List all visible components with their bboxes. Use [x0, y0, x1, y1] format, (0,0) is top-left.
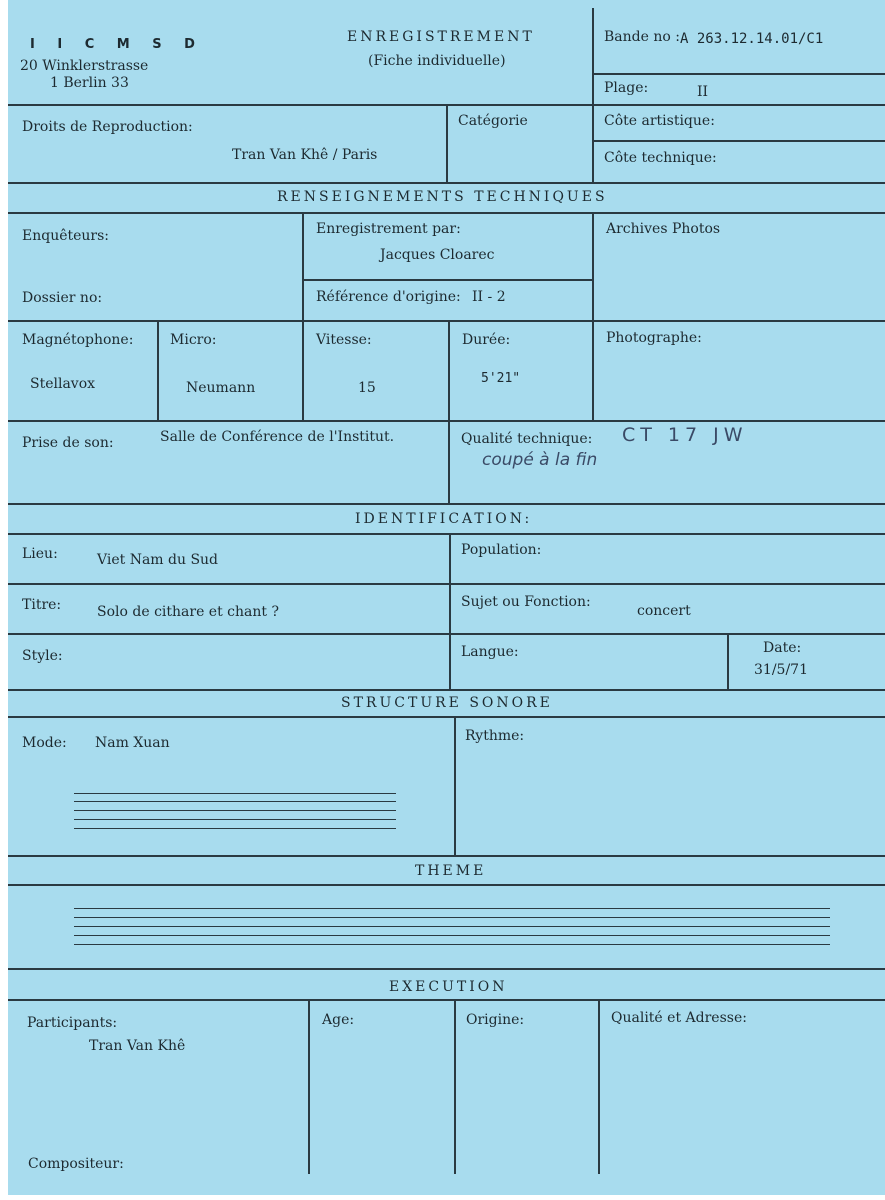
rule	[302, 279, 592, 281]
micro-label: Micro:	[170, 332, 217, 348]
plage-value: II	[697, 84, 709, 100]
paper-edge	[0, 1195, 885, 1200]
prise-de-son-value: Salle de Conférence de l'Institut.	[160, 429, 395, 445]
age-label: Age:	[322, 1012, 355, 1028]
reference-value: II - 2	[472, 289, 506, 305]
mode-value: Nam Xuan	[95, 735, 170, 751]
rule	[454, 716, 456, 855]
rythme-label: Rythme:	[465, 728, 525, 744]
rule	[308, 999, 310, 1174]
music-staff-line	[74, 819, 396, 820]
qualite-adresse-label: Qualité et Adresse:	[611, 1010, 747, 1026]
prise-de-son-label: Prise de son:	[22, 435, 114, 451]
music-staff-line	[74, 935, 830, 936]
rule	[8, 884, 885, 886]
qualite-handwritten-note: coupé à la fin	[482, 450, 598, 470]
date-value: 31/5/71	[754, 662, 808, 678]
rights-value: Tran Van Khê / Paris	[232, 147, 378, 163]
enregistrement-par-label: Enregistrement par:	[316, 221, 461, 237]
paper-edge	[0, 0, 8, 1200]
rule	[8, 716, 885, 718]
music-staff-line	[74, 828, 396, 829]
music-staff-line	[74, 908, 830, 909]
sujet-value: concert	[637, 603, 691, 619]
section-title-identification: IDENTIFICATION:	[355, 511, 533, 527]
rule	[8, 503, 885, 505]
rule	[448, 420, 450, 503]
langue-label: Langue:	[461, 644, 519, 660]
bande-label: Bande no :	[604, 29, 680, 45]
rule	[8, 212, 885, 214]
rule	[8, 855, 885, 857]
section-title-execution: EXECUTION	[389, 979, 508, 995]
rule	[8, 583, 885, 585]
duree-label: Durée:	[462, 332, 511, 348]
micro-value: Neumann	[186, 380, 256, 396]
rule	[157, 320, 159, 420]
participants-value: Tran Van Khê	[89, 1038, 186, 1054]
rule	[454, 999, 456, 1174]
magnetophone-value: Stellavox	[30, 376, 96, 392]
rule	[8, 533, 885, 535]
rule	[592, 73, 885, 75]
music-staff-line	[74, 917, 830, 918]
cote-technique-label: Côte technique:	[604, 150, 717, 166]
section-title-theme: THEME	[415, 863, 487, 879]
music-staff-line	[74, 944, 830, 945]
plage-label: Plage:	[604, 80, 649, 96]
rule	[448, 320, 450, 420]
population-label: Population:	[461, 542, 542, 558]
rights-label: Droits de Reproduction:	[22, 119, 193, 135]
sujet-label: Sujet ou Fonction:	[461, 594, 591, 610]
rule	[8, 968, 885, 970]
photographe-label: Photographe:	[606, 330, 702, 346]
institute-name: I I C M S D	[30, 37, 204, 52]
section-title-technical: RENSEIGNEMENTS TECHNIQUES	[277, 189, 608, 205]
mode-label: Mode:	[22, 735, 67, 751]
rule	[727, 633, 729, 689]
rule	[592, 8, 594, 182]
form-subtitle: (Fiche individuelle)	[368, 53, 506, 69]
titre-value: Solo de cithare et chant ?	[97, 604, 279, 620]
rule	[302, 212, 304, 420]
music-staff-line	[74, 801, 396, 802]
enqueteurs-label: Enquêteurs:	[22, 228, 110, 244]
rule	[8, 999, 885, 1001]
rule	[598, 999, 600, 1174]
titre-label: Titre:	[22, 597, 62, 613]
origine-label: Origine:	[466, 1012, 525, 1028]
bande-value: A 263.12.14.01/C1	[680, 31, 824, 47]
music-staff-line	[74, 810, 396, 811]
rule	[592, 140, 885, 142]
section-title-structure: STRUCTURE SONORE	[341, 695, 553, 711]
rule	[449, 533, 451, 689]
rule	[8, 420, 885, 422]
qualite-handwritten-code: CT 17 JW	[622, 424, 748, 446]
duree-value: 5'21"	[481, 371, 521, 386]
rule	[8, 689, 885, 691]
participants-label: Participants:	[27, 1015, 118, 1031]
style-label: Style:	[22, 648, 63, 664]
lieu-value: Viet Nam du Sud	[97, 552, 219, 568]
magnetophone-label: Magnétophone:	[22, 332, 134, 348]
compositeur-label: Compositeur:	[28, 1156, 124, 1172]
music-staff-line	[74, 926, 830, 927]
date-label: Date:	[763, 640, 802, 656]
vitesse-label: Vitesse:	[316, 332, 372, 348]
rule	[8, 633, 885, 635]
qualite-technique-label: Qualité technique:	[461, 431, 593, 447]
rule	[8, 320, 885, 322]
rule	[592, 212, 594, 420]
form-title: ENREGISTREMENT	[347, 29, 535, 45]
enregistrement-par-value: Jacques Cloarec	[380, 247, 495, 263]
address-line: 1 Berlin 33	[50, 75, 129, 91]
categorie-label: Catégorie	[458, 113, 528, 129]
cote-artistique-label: Côte artistique:	[604, 113, 715, 129]
reference-label: Référence d'origine:	[316, 289, 461, 305]
rule	[8, 182, 885, 184]
archives-photos-label: Archives Photos	[606, 221, 721, 237]
lieu-label: Lieu:	[22, 546, 58, 562]
vitesse-value: 15	[358, 380, 376, 396]
dossier-label: Dossier no:	[22, 290, 103, 306]
address-line: 20 Winklerstrasse	[20, 58, 149, 74]
music-staff-line	[74, 793, 396, 794]
rule	[446, 104, 448, 182]
